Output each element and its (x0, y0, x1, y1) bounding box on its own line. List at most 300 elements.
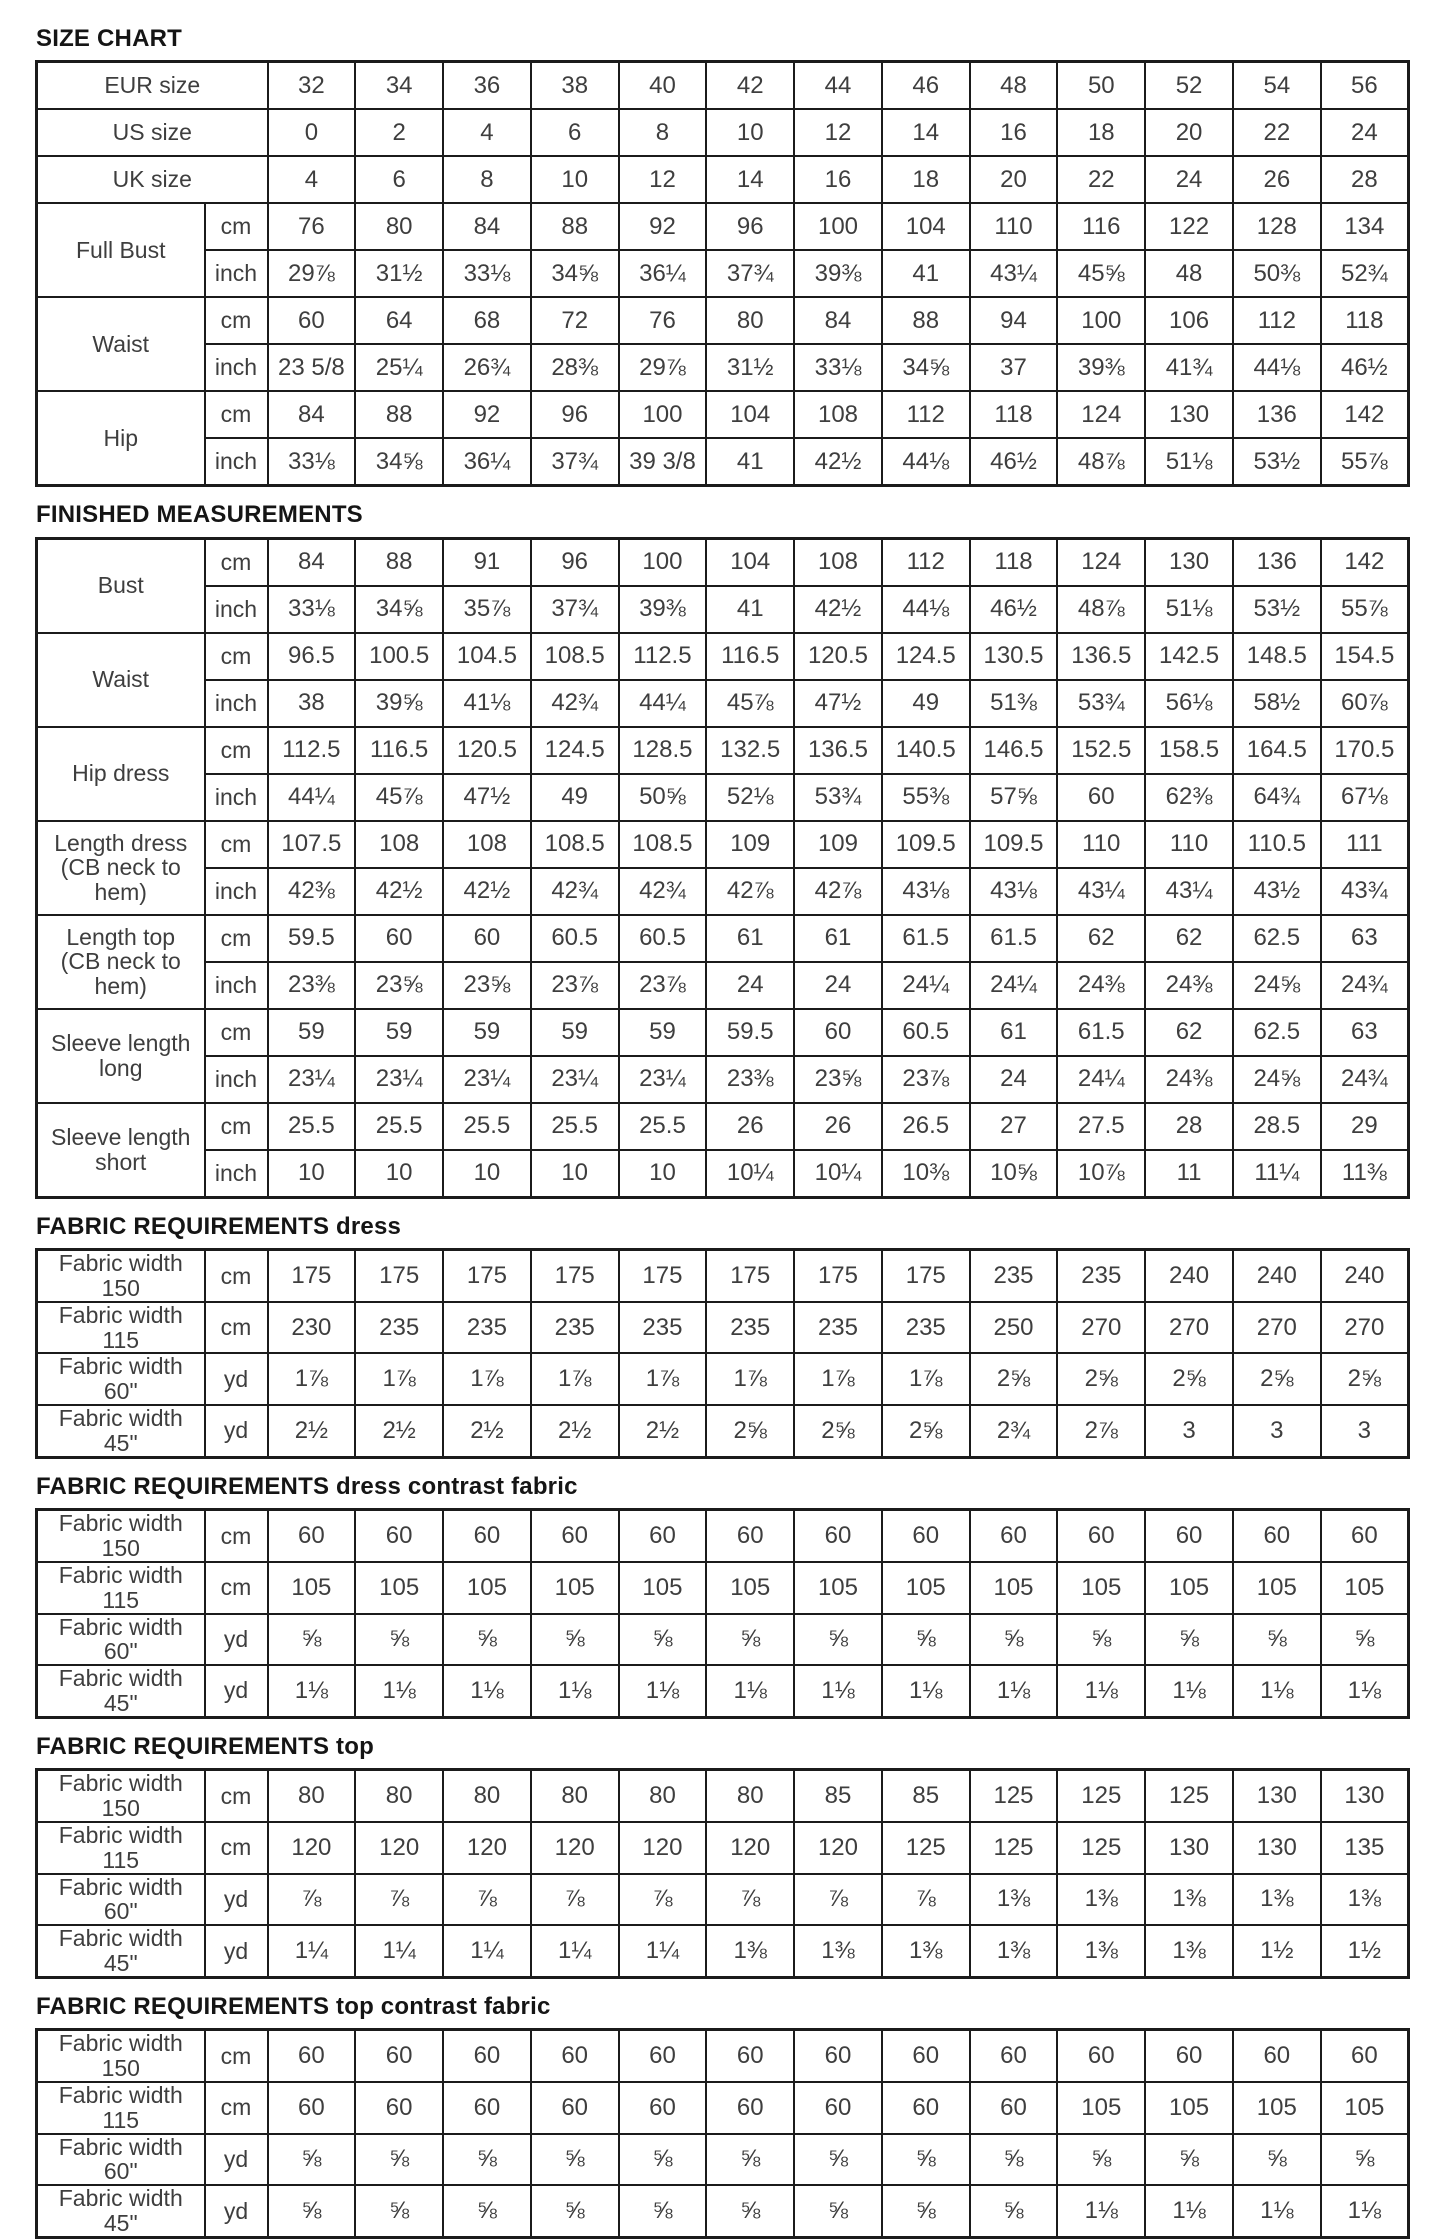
table-row (37, 1103, 1409, 1150)
data-cell: 1⅜ (1057, 1874, 1145, 1926)
data-cell: 1⅛ (1321, 2185, 1409, 2237)
data-cell: 60 (268, 2082, 356, 2134)
data-cell: 23⅝ (443, 962, 531, 1009)
data-cell: ⅝ (1233, 1614, 1321, 1666)
data-cell: ⅝ (794, 2185, 882, 2237)
data-cell: ⅞ (355, 1874, 443, 1926)
row-label: Fabric width 45" (37, 2185, 205, 2237)
data-cell: 175 (619, 1250, 707, 1302)
section-title-size-chart: SIZE CHART (36, 25, 182, 52)
data-cell: 105 (268, 1562, 356, 1614)
data-cell: 60 (531, 2030, 619, 2082)
data-cell: 14 (706, 156, 794, 203)
data-cell: 44⅛ (882, 438, 970, 486)
data-cell: 28 (1145, 1103, 1233, 1150)
table-row (37, 1562, 1409, 1614)
row-label: Fabric width 115 (37, 1302, 205, 1354)
data-cell: 235 (970, 1250, 1058, 1302)
data-cell: 2¾ (970, 1405, 1058, 1457)
data-cell: 60 (619, 2030, 707, 2082)
row-label (37, 1103, 205, 1198)
data-cell: 164.5 (1233, 727, 1321, 774)
data-cell: 41 (882, 250, 970, 297)
data-cell: 62⅜ (1145, 774, 1233, 821)
data-cell: 37 (970, 344, 1058, 391)
data-cell: 59 (355, 1009, 443, 1056)
unit-label: inch (205, 962, 268, 1009)
data-cell: 60 (1145, 1510, 1233, 1562)
data-cell: 105 (706, 1562, 794, 1614)
data-cell: 108 (794, 538, 882, 586)
data-cell: 34 (355, 62, 443, 110)
data-cell: 43¼ (1057, 868, 1145, 915)
table-fabric-dress-contrast (35, 1508, 1410, 1719)
section-title-fabric-dress: FABRIC REQUIREMENTS dress (36, 1212, 402, 1240)
data-cell: 2⅝ (882, 1405, 970, 1457)
data-cell: 61 (970, 1009, 1058, 1056)
data-cell: 136.5 (1057, 633, 1145, 680)
data-cell: 60 (882, 2030, 970, 2082)
table-row (37, 586, 1409, 633)
data-cell: 1½ (1233, 1925, 1321, 1977)
data-cell: 106 (1145, 297, 1233, 344)
data-cell: ⅞ (268, 1874, 356, 1926)
table-row (37, 1822, 1409, 1874)
table-row (37, 1874, 1409, 1926)
data-cell: 1⅞ (619, 1353, 707, 1405)
data-cell: 235 (882, 1302, 970, 1354)
table-row (37, 868, 1409, 915)
data-cell: 48 (970, 62, 1058, 110)
data-cell: 60 (706, 2082, 794, 2134)
data-cell: 84 (268, 538, 356, 586)
row-label (37, 915, 205, 1009)
unit-label: inch (205, 680, 268, 727)
data-cell: 1⅜ (970, 1925, 1058, 1977)
data-cell: 105 (443, 1562, 531, 1614)
data-cell: 50 (1057, 62, 1145, 110)
data-cell: 20 (1145, 109, 1233, 156)
data-cell: ⅞ (706, 1874, 794, 1926)
data-cell: 24¼ (1057, 1056, 1145, 1103)
unit-label: cm (205, 538, 268, 586)
data-cell: 56⅛ (1145, 680, 1233, 727)
data-cell: 59 (268, 1009, 356, 1056)
data-cell: 60 (1321, 2030, 1409, 2082)
data-cell: 64¾ (1233, 774, 1321, 821)
data-cell: 47½ (794, 680, 882, 727)
data-cell: ⅝ (268, 2185, 356, 2237)
data-cell: 92 (443, 391, 531, 438)
data-cell: 44⅛ (882, 586, 970, 633)
data-cell: ⅝ (355, 2134, 443, 2186)
data-cell: ⅝ (970, 1614, 1058, 1666)
unit-label: yd (205, 2185, 268, 2237)
data-cell: ⅝ (531, 2134, 619, 2186)
unit-label: cm (205, 297, 268, 344)
data-cell: 33⅛ (268, 586, 356, 633)
table-row (37, 915, 1409, 962)
data-cell: 24 (1145, 156, 1233, 203)
data-cell: 1⅛ (531, 1665, 619, 1717)
data-cell: 57⅝ (970, 774, 1058, 821)
data-cell: 235 (443, 1302, 531, 1354)
data-cell: 108.5 (531, 821, 619, 868)
data-cell: 3 (1321, 1405, 1409, 1457)
row-label: Fabric width 60" (37, 1874, 205, 1926)
data-cell: 80 (268, 1770, 356, 1822)
data-cell: 105 (619, 1562, 707, 1614)
data-cell: 52¾ (1321, 250, 1409, 297)
data-cell: 60 (794, 1009, 882, 1056)
data-cell: 55⅞ (1321, 586, 1409, 633)
data-cell: 2⅝ (970, 1353, 1058, 1405)
row-label-line: Length top (66, 923, 176, 950)
data-cell: 18 (1057, 109, 1145, 156)
data-cell: 80 (531, 1770, 619, 1822)
row-label: Fabric width 60" (37, 1614, 205, 1666)
unit-label: cm (205, 1250, 268, 1302)
data-cell: 154.5 (1321, 633, 1409, 680)
data-cell: 60.5 (882, 1009, 970, 1056)
row-label: Fabric width 115 (37, 1822, 205, 1874)
data-cell: 84 (268, 391, 356, 438)
data-cell: 125 (970, 1770, 1058, 1822)
row-label (37, 821, 205, 915)
section-title-fabric-top: FABRIC REQUIREMENTS top (36, 1732, 374, 1760)
data-cell: 80 (355, 1770, 443, 1822)
data-cell: 44⅛ (1233, 344, 1321, 391)
data-cell: ⅝ (268, 1614, 356, 1666)
table-row (37, 297, 1409, 344)
data-cell: 37¾ (531, 438, 619, 486)
row-label: Fabric width 150 (37, 1770, 205, 1822)
table-row (37, 1510, 1409, 1562)
data-cell: 91 (443, 538, 531, 586)
data-cell: 2⅝ (1233, 1353, 1321, 1405)
data-cell: 60 (1057, 774, 1145, 821)
data-cell: 104.5 (443, 633, 531, 680)
unit-label: yd (205, 1925, 268, 1977)
data-cell: 24¾ (1321, 1056, 1409, 1103)
data-cell: 23¼ (268, 1056, 356, 1103)
data-cell: 80 (706, 297, 794, 344)
data-cell: 34⅝ (355, 586, 443, 633)
data-cell: 10 (531, 156, 619, 203)
data-cell: 60 (355, 2082, 443, 2134)
row-label: Fabric width 115 (37, 1562, 205, 1614)
data-cell: 27 (970, 1103, 1058, 1150)
data-cell: 112.5 (619, 633, 707, 680)
data-cell: 1¼ (268, 1925, 356, 1977)
data-cell: 80 (619, 1770, 707, 1822)
data-cell: ⅝ (1321, 1614, 1409, 1666)
unit-label: yd (205, 1405, 268, 1457)
unit-label: cm (205, 633, 268, 680)
data-cell: 105 (531, 1562, 619, 1614)
data-cell: ⅝ (970, 2134, 1058, 2186)
unit-label: cm (205, 203, 268, 250)
data-cell: 116.5 (355, 727, 443, 774)
data-cell: 1⅛ (1321, 1665, 1409, 1717)
data-cell: 1⅛ (1233, 2185, 1321, 2237)
data-cell: ⅞ (794, 1874, 882, 1926)
data-cell: 84 (794, 297, 882, 344)
row-label: Fabric width 45" (37, 1405, 205, 1457)
data-cell: 105 (1233, 1562, 1321, 1614)
data-cell: 48⅞ (1057, 438, 1145, 486)
data-cell: 2½ (268, 1405, 356, 1457)
unit-label: inch (205, 1056, 268, 1103)
data-cell: 109 (706, 821, 794, 868)
data-cell: 132.5 (706, 727, 794, 774)
data-cell: 6 (531, 109, 619, 156)
table-row (37, 2030, 1409, 2082)
data-cell: 105 (794, 1562, 882, 1614)
data-cell: 175 (794, 1250, 882, 1302)
data-cell: 25.5 (531, 1103, 619, 1150)
table-row (37, 391, 1409, 438)
table-row (37, 821, 1409, 868)
table-row (37, 1056, 1409, 1103)
data-cell: 1⅞ (882, 1353, 970, 1405)
row-label-line: Waist (92, 330, 150, 357)
data-cell: ⅝ (882, 2134, 970, 2186)
row-label: US size (37, 109, 268, 156)
data-cell: 60 (443, 2082, 531, 2134)
unit-label: yd (205, 1665, 268, 1717)
table-row (37, 1665, 1409, 1717)
data-cell: 105 (882, 1562, 970, 1614)
table-row (37, 2185, 1409, 2237)
data-cell: 2⅝ (1145, 1353, 1233, 1405)
data-cell: 108 (355, 821, 443, 868)
data-cell: 1⅜ (1321, 1874, 1409, 1926)
data-cell: 60 (268, 2030, 356, 2082)
data-cell: 1½ (1321, 1925, 1409, 1977)
data-cell: 105 (1321, 2082, 1409, 2134)
table-row (37, 1009, 1409, 1056)
data-cell: 125 (882, 1822, 970, 1874)
data-cell: 130.5 (970, 633, 1058, 680)
unit-label: cm (205, 1302, 268, 1354)
unit-label: cm (205, 391, 268, 438)
data-cell: 26.5 (882, 1103, 970, 1150)
data-cell: ⅝ (1057, 1614, 1145, 1666)
data-cell: 2½ (443, 1405, 531, 1457)
data-cell: 130 (1233, 1770, 1321, 1822)
data-cell: 42½ (355, 868, 443, 915)
unit-label: cm (205, 2030, 268, 2082)
data-cell: 25.5 (443, 1103, 531, 1150)
data-cell: 120 (619, 1822, 707, 1874)
unit-label: inch (205, 586, 268, 633)
data-cell: 60 (970, 2030, 1058, 2082)
size-chart-document (35, 26, 1410, 2239)
tbody-fabric-top (37, 1770, 1409, 1978)
data-cell: 24 (1321, 109, 1409, 156)
data-cell: 24 (706, 962, 794, 1009)
row-label: Fabric width 60" (37, 1353, 205, 1405)
data-cell: 92 (619, 203, 707, 250)
data-cell: 1⅛ (1057, 2185, 1145, 2237)
data-cell: 24¼ (882, 962, 970, 1009)
data-cell: 23¼ (619, 1056, 707, 1103)
data-cell: 2⅝ (706, 1405, 794, 1457)
data-cell: ⅝ (1321, 2134, 1409, 2186)
data-cell: 96 (706, 203, 794, 250)
data-cell: 60 (706, 1510, 794, 1562)
data-cell: 105 (970, 1562, 1058, 1614)
unit-label: yd (205, 1353, 268, 1405)
table-row (37, 203, 1409, 250)
data-cell: 43⅛ (882, 868, 970, 915)
data-cell: ⅝ (970, 2185, 1058, 2237)
data-cell: 240 (1233, 1250, 1321, 1302)
data-cell: 235 (531, 1302, 619, 1354)
data-cell: 10⅞ (1057, 1150, 1145, 1198)
data-cell: 60.5 (531, 915, 619, 962)
data-cell: 85 (794, 1770, 882, 1822)
data-cell: 34⅝ (882, 344, 970, 391)
data-cell: 61.5 (970, 915, 1058, 962)
data-cell: 80 (706, 1770, 794, 1822)
unit-label: cm (205, 1770, 268, 1822)
data-cell: 108.5 (531, 633, 619, 680)
data-cell: 270 (1057, 1302, 1145, 1354)
data-cell: 118 (1321, 297, 1409, 344)
data-cell: 125 (1057, 1770, 1145, 1822)
table-row (37, 62, 1409, 110)
row-label: Fabric width 45" (37, 1925, 205, 1977)
data-cell: 1⅜ (1233, 1874, 1321, 1926)
table-row (37, 774, 1409, 821)
tbody-size-chart (37, 62, 1409, 486)
data-cell: 11¼ (1233, 1150, 1321, 1198)
data-cell: 235 (619, 1302, 707, 1354)
data-cell: 88 (355, 538, 443, 586)
data-cell: 1⅛ (443, 1665, 531, 1717)
data-cell: 104 (706, 391, 794, 438)
data-cell: 240 (1321, 1250, 1409, 1302)
data-cell: 108 (794, 391, 882, 438)
data-cell: 28⅜ (531, 344, 619, 391)
data-cell: 134 (1321, 203, 1409, 250)
data-cell: 42½ (443, 868, 531, 915)
data-cell: 108.5 (619, 821, 707, 868)
row-label (37, 391, 205, 486)
table-row (37, 1353, 1409, 1405)
data-cell: ⅞ (443, 1874, 531, 1926)
data-cell: 51⅛ (1145, 438, 1233, 486)
data-cell: 122 (1145, 203, 1233, 250)
data-cell: 44¼ (268, 774, 356, 821)
data-cell: 130 (1233, 1822, 1321, 1874)
data-cell: ⅝ (1145, 2134, 1233, 2186)
data-cell: 125 (970, 1822, 1058, 1874)
data-cell: 48⅞ (1057, 586, 1145, 633)
row-label: Fabric width 150 (37, 1250, 205, 1302)
data-cell: 49 (882, 680, 970, 727)
data-cell: 10¼ (794, 1150, 882, 1198)
data-cell: 60 (1233, 2030, 1321, 2082)
data-cell: ⅝ (531, 1614, 619, 1666)
data-cell: 43¼ (1145, 868, 1233, 915)
data-cell: 41⅛ (443, 680, 531, 727)
data-cell: 51⅜ (970, 680, 1058, 727)
row-label: UK size (37, 156, 268, 203)
table-row (37, 109, 1409, 156)
data-cell: 4 (268, 156, 356, 203)
data-cell: 37¾ (531, 586, 619, 633)
data-cell: 1⅛ (794, 1665, 882, 1717)
data-cell: 23 5/8 (268, 344, 356, 391)
table-fabric-top (35, 1768, 1410, 1979)
data-cell: 24 (970, 1056, 1058, 1103)
data-cell: 105 (1321, 1562, 1409, 1614)
data-cell: 1⅛ (1145, 1665, 1233, 1717)
data-cell: 270 (1145, 1302, 1233, 1354)
data-cell: 10 (706, 109, 794, 156)
data-cell: 61.5 (1057, 1009, 1145, 1056)
row-label: Fabric width 45" (37, 1665, 205, 1717)
data-cell: 85 (882, 1770, 970, 1822)
row-label: Fabric width 150 (37, 2030, 205, 2082)
data-cell: 63 (1321, 915, 1409, 962)
data-cell: 60 (1057, 2030, 1145, 2082)
tbody-finished-measurements (37, 538, 1409, 1197)
data-cell: 67⅛ (1321, 774, 1409, 821)
unit-label: cm (205, 821, 268, 868)
data-cell: 76 (268, 203, 356, 250)
data-cell: ⅝ (882, 1614, 970, 1666)
section-title-fabric-top-contrast: FABRIC REQUIREMENTS top contrast fabric (36, 1992, 551, 2020)
table-fabric-dress (35, 1248, 1410, 1459)
data-cell: 230 (268, 1302, 356, 1354)
data-cell: 42⅜ (268, 868, 356, 915)
row-label: Fabric width 115 (37, 2082, 205, 2134)
data-cell: 105 (355, 1562, 443, 1614)
data-cell: 140.5 (882, 727, 970, 774)
data-cell: 59.5 (706, 1009, 794, 1056)
data-cell: 10 (531, 1150, 619, 1198)
table-row (37, 727, 1409, 774)
unit-label: cm (205, 2082, 268, 2134)
unit-label: cm (205, 1562, 268, 1614)
data-cell: 124.5 (882, 633, 970, 680)
data-cell: 124 (1057, 538, 1145, 586)
data-cell: 53¾ (794, 774, 882, 821)
data-cell: 1⅜ (970, 1874, 1058, 1926)
data-cell: 88 (882, 297, 970, 344)
data-cell: 105 (1145, 1562, 1233, 1614)
data-cell: 46 (882, 62, 970, 110)
data-cell: 60 (1233, 1510, 1321, 1562)
data-cell: 59 (443, 1009, 531, 1056)
data-cell: 1⅜ (882, 1925, 970, 1977)
data-cell: 60 (706, 2030, 794, 2082)
row-label (37, 538, 205, 633)
data-cell: 68 (443, 297, 531, 344)
data-cell: 152.5 (1057, 727, 1145, 774)
row-label-line: (CB neck to hem) (60, 948, 181, 1000)
row-label (37, 727, 205, 821)
data-cell: ⅞ (882, 1874, 970, 1926)
data-cell: 3 (1145, 1405, 1233, 1457)
tbody-fabric-dress (37, 1250, 1409, 1458)
data-cell: 20 (970, 156, 1058, 203)
data-cell: 31½ (355, 250, 443, 297)
